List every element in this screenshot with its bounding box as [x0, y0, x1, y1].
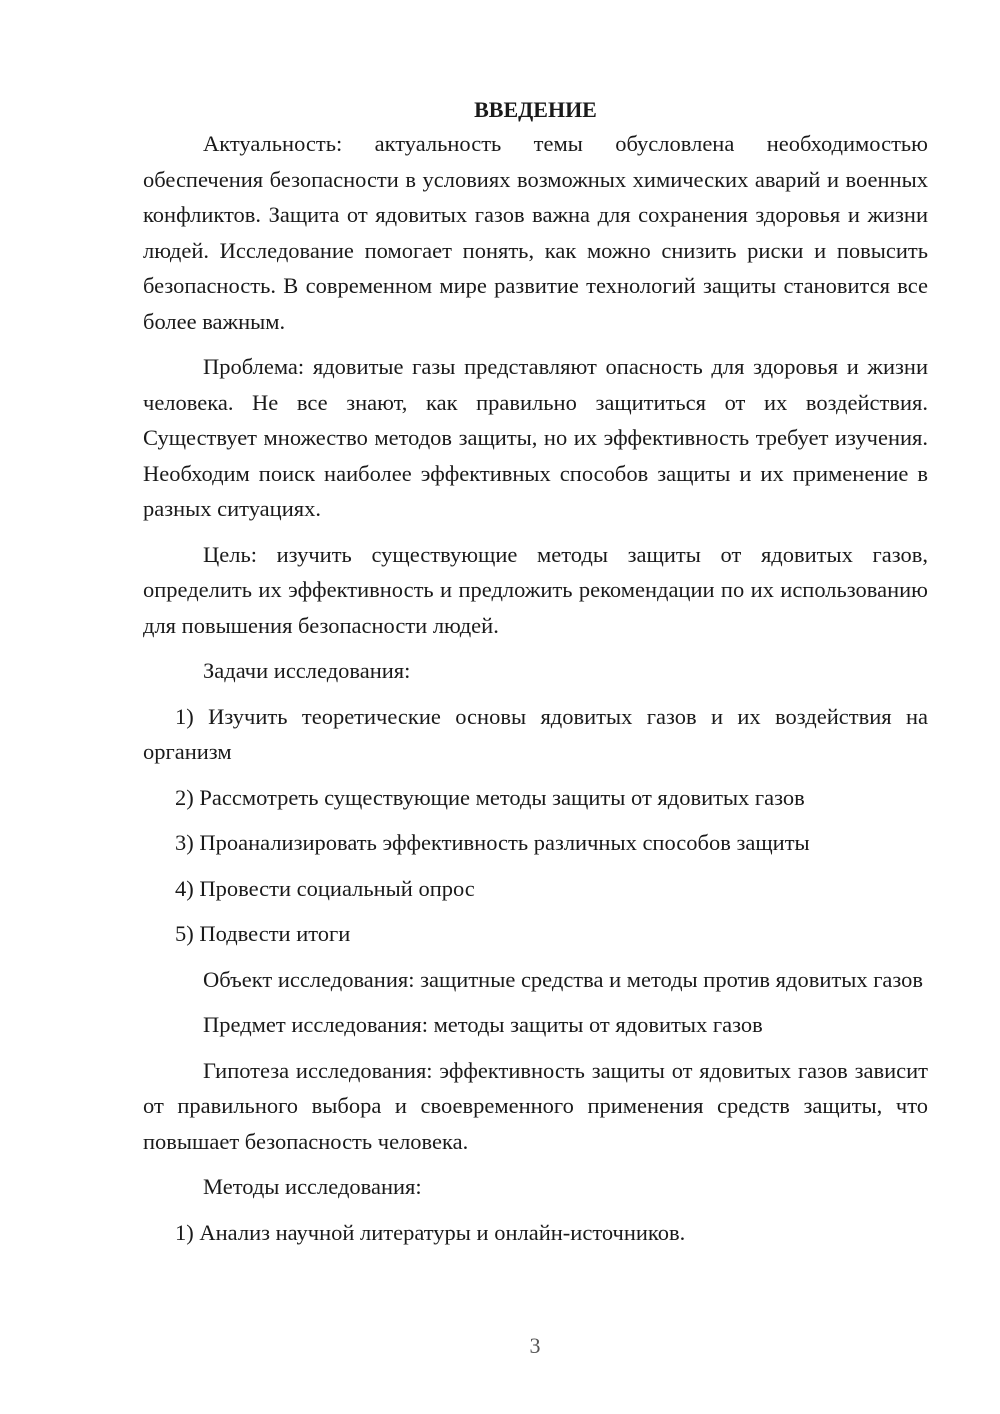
- method-item-1: 1) Анализ научной литературы и онлайн-источников.: [175, 1219, 686, 1245]
- paragraph-object: Объект исследования: защитные средства и методы против ядовитых газов: [203, 966, 924, 992]
- paragraph-subject: Предмет исследования: методы защиты от ядовитых газов: [203, 1012, 763, 1037]
- paragraph-hypothesis: Гипотеза исследования: эффективность защиты от ядовитых газов зависит от правильного выбора и своевременного применения средств защиты, что повышает безопасность человека.: [143, 1057, 928, 1154]
- paragraph-goal: Цель: изучить существующие методы защиты от ядовитых газов, определить их эффективность и предложить рекомендации по их использованию для повышения безопасности людей.: [143, 541, 928, 638]
- paragraph-problem: Проблема: ядовитые газы представляют опасность для здоровья и жизни человека. Не все знают, как правильно защититься от их воздействия. Существует множество методов защиты, но их эффективность требует изучения. Необходим поиск наиболее эффективных способов защиты и их применение в разных ситуациях.: [143, 354, 928, 521]
- task-item-2: 2) Рассмотреть существующие методы защиты от ядовитых газов: [175, 784, 805, 810]
- page-number: 3: [529, 1333, 541, 1358]
- task-item-3: 3) Проанализировать эффективность различных способов защиты: [175, 830, 810, 855]
- task-item-5: 5) Подвести итоги: [175, 921, 351, 946]
- methods-heading: Методы исследования:: [203, 1174, 422, 1199]
- tasks-heading: Задачи исследования:: [203, 658, 411, 683]
- page-title: ВВЕДЕНИЕ: [474, 97, 597, 122]
- task-item-4: 4) Провести социальный опрос: [175, 875, 475, 901]
- document-page: [143, 94, 928, 1250]
- task-item-1: 1) Изучить теоретические основы ядовитых газов и их воздействия на организм: [143, 703, 928, 764]
- paragraph-relevance: Актуальность: актуальность темы обусловлена необходимостью обеспечения безопасности в условиях возможных химических аварий и военных конфликтов. Защита от ядовитых газов важна для сохранения здоровья и жизни людей. Исследование помогает понять, как можно снизить риски и повысить безопасность. В современном мире развитие технологий защиты становится все более важным.: [143, 131, 928, 334]
